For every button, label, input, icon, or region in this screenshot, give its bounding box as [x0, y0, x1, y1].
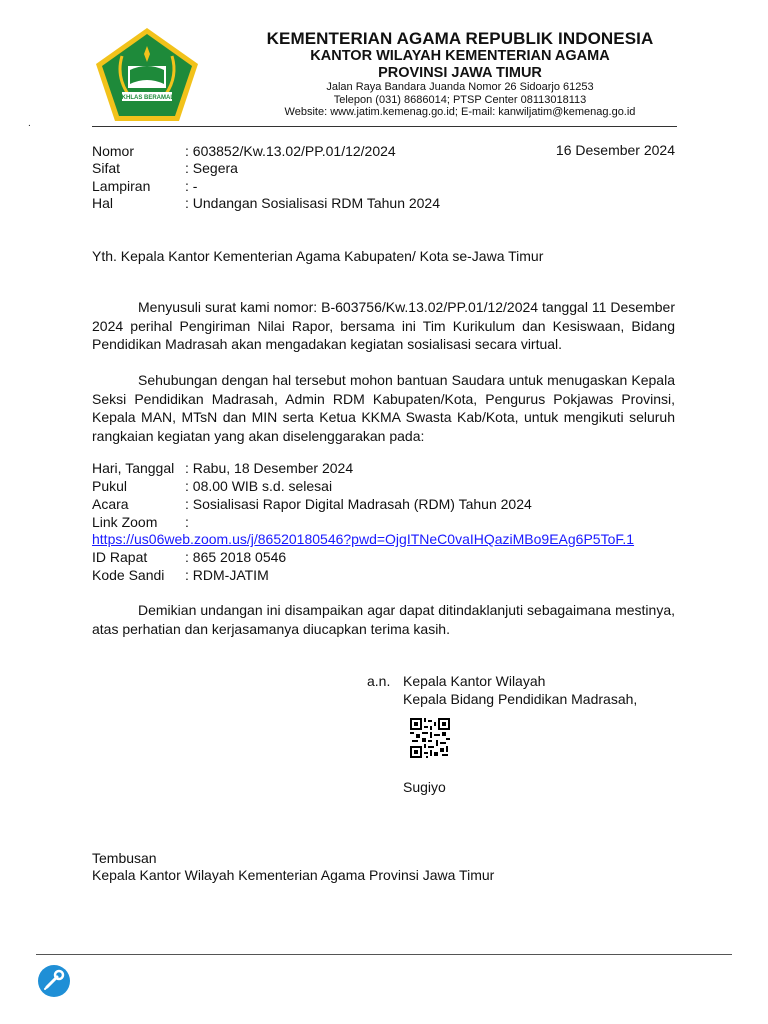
- footer-divider: [36, 954, 732, 955]
- signature-an: a.n.: [367, 673, 391, 689]
- letterhead-web: Website: www.jatim.kemenag.go.id; E-mail: kanwiljatim@kemenag.go.id: [284, 106, 636, 118]
- letterhead-rule: [92, 126, 677, 127]
- letterhead-address: Jalan Raya Bandara Juanda Nomor 26 Sidoarjo 61253: [326, 81, 594, 93]
- logo-motto: IKHLAS BERAMAL: [120, 95, 174, 101]
- acara-value: : Sosialisasi Rapor Digital Madrasah (RDM) Tahun 2024: [185, 496, 532, 512]
- letter-date: 16 Desember 2024: [555, 142, 675, 158]
- recipient: Yth. Kepala Kantor Kementerian Agama Kabupaten/ Kota se-Jawa Timur: [92, 248, 544, 264]
- hal-value: : Undangan Sosialisasi RDM Tahun 2024: [185, 195, 441, 211]
- pukul-value: : 08.00 WIB s.d. selesai: [185, 478, 333, 494]
- letterhead-province: PROVINSI JAWA TIMUR: [378, 65, 542, 81]
- margin-mark: .: [28, 118, 31, 129]
- zoom-link[interactable]: https://us06web.zoom.us/j/86520180546?pwd=OjgITNeC0vaIHQaziMBo9EAg6P5ToF.1: [92, 531, 635, 547]
- zoom-label: Link Zoom: [92, 514, 158, 530]
- lampiran-label: Lampiran: [92, 178, 151, 194]
- letterhead-office: KANTOR WILAYAH KEMENTERIAN AGAMA: [310, 48, 610, 64]
- letterhead-ministry: KEMENTERIAN AGAMA REPUBLIK INDONESIA: [266, 29, 654, 48]
- kemenag-logo: [92, 26, 202, 124]
- nomor-value: : 603852/Kw.13.02/PP.01/12/2024: [185, 143, 396, 159]
- viewer-badge-icon[interactable]: [38, 965, 70, 997]
- id-rapat-value: : 865 2018 0546: [185, 549, 287, 565]
- acara-label: Acara: [92, 496, 129, 512]
- kode-sandi-value: : RDM-JATIM: [185, 567, 269, 583]
- zoom-colon: :: [185, 514, 189, 530]
- hari-label: Hari, Tanggal: [92, 460, 175, 476]
- signature-title-2: Kepala Bidang Pendidikan Madrasah,: [403, 691, 638, 707]
- id-rapat-label: ID Rapat: [92, 549, 148, 565]
- qr-code-icon: [410, 718, 450, 758]
- paragraph-request: Sehubungan dengan hal tersebut mohon bantuan Saudara untuk menugaskan Kepala Seksi Pendidikan Madrasah, Admin RDM Kabupaten/Kota, Pengurus Pokjawas Provinsi, Kepala MAN, MTsN dan MIN serta Ketua KKMA Swasta Kab/Kota, untuk mengikuti seluruh rangkaian kegiatan yang akan diselenggarakan pada:: [92, 372, 675, 444]
- signatory-name: Sugiyo: [403, 779, 446, 795]
- hari-value: : Rabu, 18 Desember 2024: [185, 460, 354, 476]
- tembusan-item: Kepala Kantor Wilayah Kementerian Agama Provinsi Jawa Timur: [92, 867, 495, 883]
- hal-label: Hal: [92, 195, 114, 211]
- signature-title-1: Kepala Kantor Wilayah: [403, 673, 546, 689]
- nomor-label: Nomor: [92, 143, 135, 159]
- kode-sandi-label: Kode Sandi: [92, 567, 165, 583]
- tembusan-label: Tembusan: [92, 850, 157, 866]
- letterhead-phone: Telepon (031) 8686014; PTSP Center 08113018113: [333, 94, 587, 106]
- lampiran-value: : -: [185, 178, 198, 194]
- sifat-label: Sifat: [92, 160, 121, 176]
- pukul-label: Pukul: [92, 478, 128, 494]
- paragraph-intro: Menyusuli surat kami nomor: B-603756/Kw.13.02/PP.01/12/2024 tanggal 11 Desember 2024 perihal Pengiriman Nilai Rapor, bersama ini Tim Kurikulum dan Kesiswaan, Bidang Pendidikan Madrasah akan mengadakan kegiatan sosialisasi secara virtual.: [92, 299, 675, 352]
- paragraph-closing: Demikian undangan ini disampaikan agar dapat ditindaklanjuti sebagaimana mestinya, atas perhatian dan kerjasamanya diucapkan terima kasih.: [92, 602, 675, 637]
- sifat-value: : Segera: [185, 160, 238, 176]
